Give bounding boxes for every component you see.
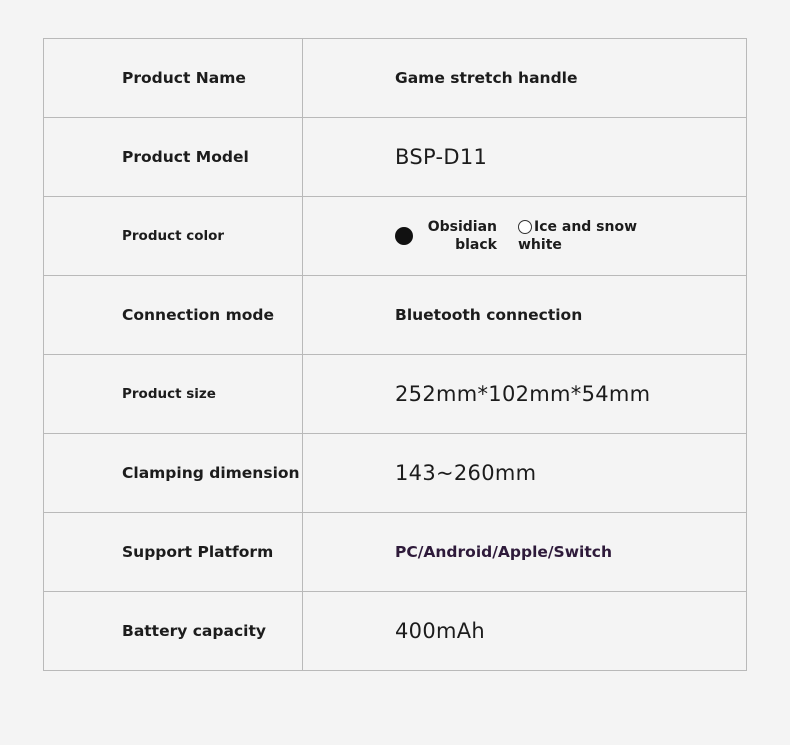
spec-table [43, 38, 747, 671]
connection-mode-label: Connection mode [44, 276, 303, 355]
ice-snow-white-line2: white [518, 237, 562, 253]
product-model-label: Product Model [44, 118, 303, 197]
color-option-obsidian-black [422, 218, 497, 254]
obsidian-black-swatch-icon [395, 227, 413, 245]
product-color-value [303, 197, 747, 276]
product-name-label: Product Name [44, 39, 303, 118]
product-color-label: Product color [44, 197, 303, 276]
product-size-label: Product size [44, 355, 303, 434]
battery-capacity-value: 400mAh [303, 592, 747, 671]
row-product-size [44, 355, 747, 434]
support-platform-label: Support Platform [44, 513, 303, 592]
row-product-color [44, 197, 747, 276]
clamping-dimension-label: Clamping dimension [44, 434, 303, 513]
row-product-name [44, 39, 747, 118]
product-name-value: Game stretch handle [303, 39, 747, 118]
clamping-dimension-value: 143~260mm [303, 434, 747, 513]
row-connection-mode [44, 276, 747, 355]
row-product-model [44, 118, 747, 197]
ice-snow-white-line1: Ice and snow [534, 219, 638, 235]
obsidian-black-line2: black [455, 237, 497, 253]
support-platform-value: PC/Android/Apple/Switch [303, 513, 747, 592]
product-size-value: 252mm*102mm*54mm [303, 355, 747, 434]
row-battery-capacity [44, 592, 747, 671]
ice-snow-white-swatch-icon [518, 220, 532, 234]
row-clamping-dimension [44, 434, 747, 513]
obsidian-black-line1: Obsidian [427, 219, 497, 235]
product-model-value: BSP-D11 [303, 118, 747, 197]
connection-mode-value: Bluetooth connection [303, 276, 747, 355]
battery-capacity-label: Battery capacity [44, 592, 303, 671]
row-support-platform [44, 513, 747, 592]
color-option-ice-snow-white [518, 218, 648, 254]
color-options [395, 218, 746, 254]
